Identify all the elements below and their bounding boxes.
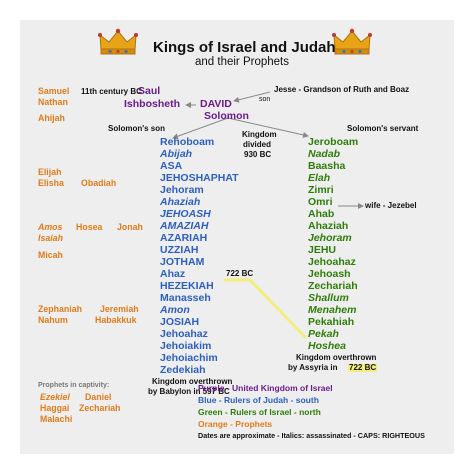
judah-king: Zedekiah: [160, 364, 206, 376]
israel-king: Hoshea: [308, 340, 346, 352]
solomons-servant-note: Solomon's servant: [347, 124, 419, 133]
judah-king: JOSIAH: [160, 316, 200, 328]
judah-king: Jehoiakim: [160, 340, 212, 352]
judah-king: Jehoram: [160, 184, 204, 196]
kingdom-divided-3: 930 BC: [244, 150, 272, 159]
israel-king: Elah: [308, 172, 331, 184]
israel-king: Pekahiah: [308, 316, 355, 328]
722-connector: [224, 280, 306, 338]
judah-end-line-2: by Babylon in 597 BC: [148, 387, 230, 396]
legend-orange: Orange - Prophets: [198, 419, 273, 429]
judah-king: Jehoahaz: [160, 328, 208, 340]
judah-king: HEZEKIAH: [160, 280, 214, 292]
judah-king: AZARIAH: [160, 232, 208, 244]
israel-king: Ahab: [308, 208, 335, 220]
prophet: Samuel: [38, 86, 70, 96]
century-label: 11th century BC: [81, 87, 142, 96]
israel-king: Zimri: [308, 184, 334, 196]
judah-king: Abijah: [160, 148, 193, 160]
judah-king: Amon: [160, 304, 190, 316]
judah-king: Manasseh: [160, 292, 211, 304]
year-722-label: 722 BC: [226, 269, 254, 278]
judah-king: JEHOSHAPHAT: [160, 172, 239, 184]
judah-king: Ahaziah: [160, 196, 201, 208]
prophet: Isaiah: [38, 233, 63, 243]
israel-king: Jeroboam: [308, 136, 359, 148]
israel-end-line-2: by Assyria in: [288, 363, 338, 372]
kingdom-divided-2: divided: [243, 140, 272, 149]
judah-king: Ahaz: [160, 268, 186, 280]
judah-king: ASA: [160, 160, 183, 172]
prophet: Haggai: [40, 403, 70, 413]
page-subtitle: and their Prophets: [195, 56, 289, 68]
judah-king: JEHOASH: [160, 208, 211, 220]
israel-king: Jehoahaz: [308, 256, 356, 268]
wife-jezebel-note: wife - Jezebel: [365, 201, 417, 210]
prophet: Obadiah: [81, 178, 117, 188]
prophet: Jeremiah: [100, 304, 139, 314]
prophet: Jonah: [117, 222, 143, 232]
israel-king: Jehoram: [308, 232, 352, 244]
judah-king: AMAZIAH: [160, 220, 209, 232]
prophet: Habakkuk: [95, 315, 137, 325]
legend-blue: Blue - Rulers of Judah - south: [198, 395, 319, 405]
israel-king: Pekah: [308, 328, 339, 340]
israel-king: JEHU: [308, 244, 337, 256]
prophet: Zechariah: [79, 403, 121, 413]
israel-king: Jehoash: [308, 268, 351, 280]
prophet: Elijah: [38, 167, 62, 177]
prophet: Amos: [38, 222, 63, 232]
israel-king: Menahem: [308, 304, 357, 316]
israel-king: Zechariah: [308, 280, 358, 292]
legend-green: Green - Rulers of Israel - north: [198, 407, 321, 417]
solomons-son-note: Solomon's son: [108, 124, 166, 133]
prophet: Ahijah: [38, 113, 65, 123]
prophet: Malachi: [40, 414, 73, 424]
legend-purple: Purple - United Kingdom of Israel: [198, 383, 333, 393]
captivity-heading: Prophets in captivity:: [38, 382, 110, 389]
judah-king: JOTHAM: [160, 256, 205, 268]
poster: [20, 20, 454, 454]
prophet: Ezekiel: [40, 392, 70, 402]
prophet: Daniel: [85, 392, 112, 402]
prophet: Elisha: [38, 178, 64, 188]
judah-king: UZZIAH: [160, 244, 199, 256]
judah-king: Jehoiachim: [160, 352, 218, 364]
king-david: DAVID: [200, 98, 232, 110]
israel-king: Shallum: [308, 292, 349, 304]
judah-end-line-1: Kingdom overthrown: [152, 377, 233, 386]
prophet: Nathan: [38, 97, 68, 107]
israel-king: Nadab: [308, 148, 341, 160]
legend-note: Dates are approximate - Italics: assassinated - CAPS: RIGHTEOUS: [198, 431, 425, 440]
israel-king: Baasha: [308, 160, 346, 172]
king-saul: Saul: [138, 85, 161, 97]
prophet: Zephaniah: [38, 304, 82, 314]
kingdom-divided-1: Kingdom: [242, 130, 277, 139]
jesse-note: Jesse - Grandson of Ruth and Boaz: [274, 85, 410, 94]
son-note: son: [259, 96, 271, 103]
israel-end-year: 722 BC: [349, 363, 377, 372]
israel-end-line-1: Kingdom overthrown: [296, 353, 377, 362]
page-title: Kings of Israel and Judah: [153, 39, 336, 56]
israel-king: Omri: [308, 196, 333, 208]
king-ishbosheth: Ishbosheth: [124, 98, 181, 110]
prophet: Micah: [38, 250, 63, 260]
israel-king: Ahaziah: [308, 220, 349, 232]
prophet: Hosea: [76, 222, 103, 232]
judah-king: Rehoboam: [160, 136, 215, 148]
king-solomon: Solomon: [204, 110, 249, 122]
prophet: Nahum: [38, 315, 68, 325]
